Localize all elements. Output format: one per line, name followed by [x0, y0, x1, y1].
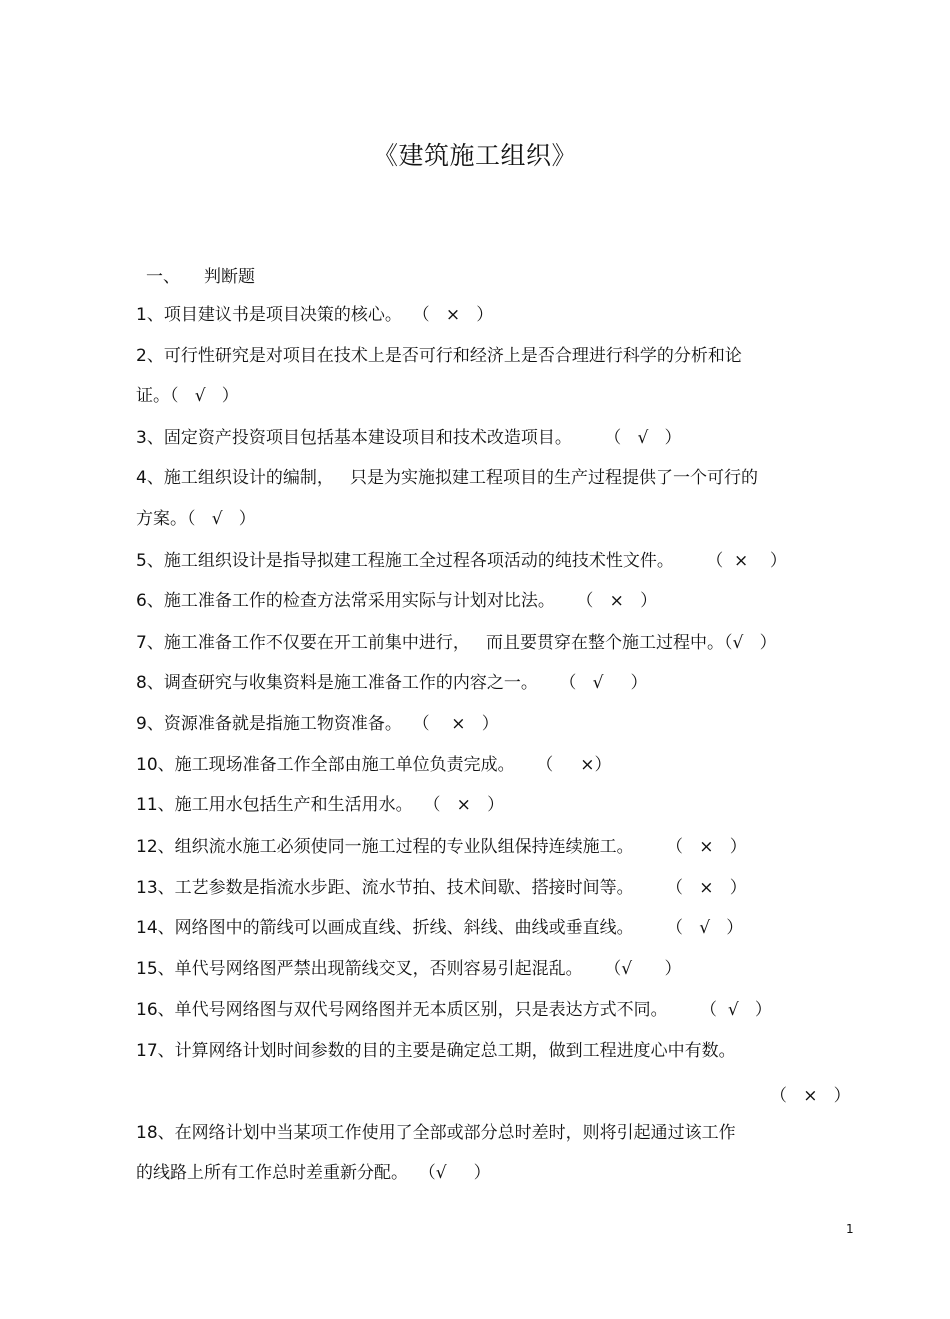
question-line: 6、施工准备工作的检查方法常采用实际与计划对比法。 （ × ）: [136, 591, 658, 611]
question-line: 9、资源准备就是指施工物资准备。 （ × ）: [136, 714, 499, 734]
question-line: 13、工艺参数是指流水步距、流水节拍、技术间歇、搭接时间等。 （ × ）: [136, 878, 747, 898]
question-line: 11、施工用水包括生产和生活用水。 （ × ）: [136, 795, 505, 815]
question-line: 18、在网络计划中当某项工作使用了全部或部分总时差时，则将引起通过该工作: [136, 1123, 736, 1143]
section-heading: [146, 262, 255, 287]
question-line: 12、组织流水施工必须使同一施工过程的专业队组保持连续施工。 （ × ）: [136, 837, 747, 857]
question-line: 17、计算网络计划时间参数的目的主要是确定总工期，做到工程进度心中有数。: [136, 1041, 736, 1061]
question-line: 5、施工组织设计是指导拟建工程施工全过程各项活动的纯技术性文件。 （ × ）: [136, 551, 787, 571]
question-line: 2、可行性研究是对项目在技术上是否可行和经济上是否合理进行科学的分析和论: [136, 346, 742, 366]
question-line: 1、项目建议书是项目决策的核心。 （ × ）: [136, 305, 494, 325]
page-number: 1: [846, 1222, 854, 1236]
section-number: 一、: [146, 267, 180, 287]
question-line: 16、单代号网络图与双代号网络图并无本质区别，只是表达方式不同。 （ √ ）: [136, 1000, 772, 1020]
question-line: 的线路上所有工作总时差重新分配。 （√ ）: [136, 1163, 491, 1183]
question-line: 3、固定资产投资项目包括基本建设项目和技术改造项目。 （ √ ）: [136, 428, 682, 448]
question-line: 方案。（ √ ）: [136, 509, 256, 529]
document-title: 《建筑施工组织》: [372, 141, 577, 170]
section-title: 判断题: [204, 267, 255, 287]
question-line: 10、施工现场准备工作全部由施工单位负责完成。 （ ×）: [136, 755, 612, 775]
question-line: 证。（ √ ）: [136, 386, 239, 406]
question-line: 8、调查研究与收集资料是施工准备工作的内容之一。 （ √ ）: [136, 673, 648, 693]
question-line: 14、网络图中的箭线可以画成直线、折线、斜线、曲线或垂直线。 （ √ ）: [136, 918, 744, 938]
question-line: 15、单代号网络图严禁出现箭线交叉，否则容易引起混乱。 （√ ）: [136, 959, 682, 979]
question-line: 4、施工组织设计的编制， 只是为实施拟建工程项目的生产过程提供了一个可行的: [136, 468, 759, 488]
answer-mark: （ × ）: [770, 1086, 851, 1106]
question-line: 7、施工准备工作不仅要在开工前集中进行， 而且要贯穿在整个施工过程中。（√ ）: [136, 633, 777, 653]
